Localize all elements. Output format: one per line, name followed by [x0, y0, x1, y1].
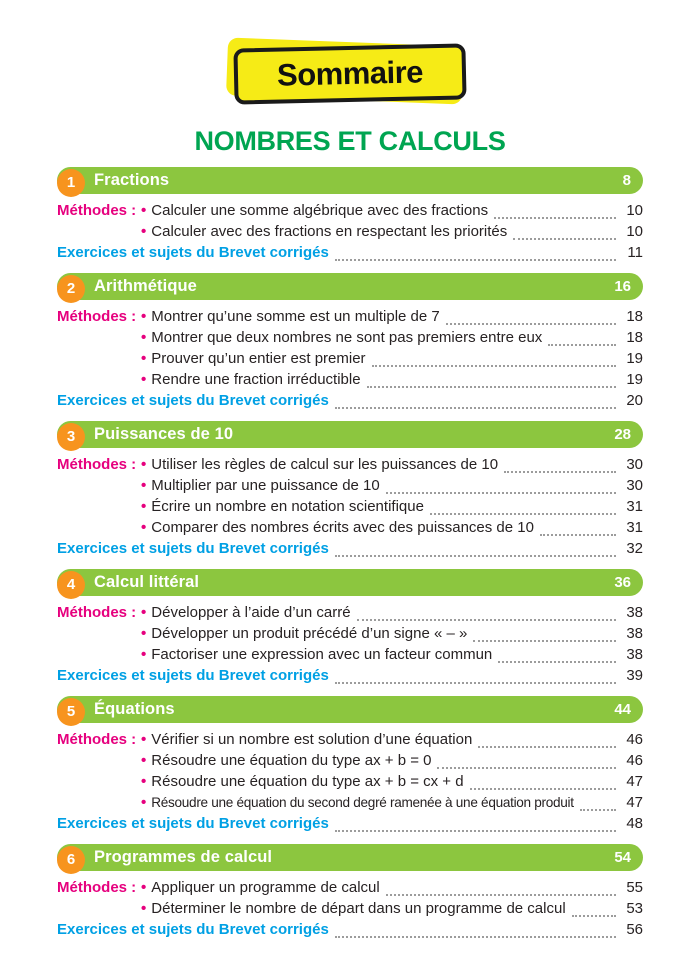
entry-page-number: 56 — [626, 921, 643, 938]
dotted-leader — [478, 746, 616, 748]
method-title: Vérifier si un nombre est solution d’une équation — [151, 731, 473, 748]
section-title: Puissances de 10 — [94, 425, 234, 443]
section-number: 3 — [66, 428, 76, 445]
section-rows — [57, 456, 643, 561]
exercises-entry — [57, 540, 643, 561]
exercises-title: Exercices et sujets du Brevet corrigés — [57, 244, 329, 261]
bullet-icon: • — [141, 625, 147, 642]
bullet-icon: • — [141, 456, 147, 473]
entry-page-number: 48 — [626, 815, 643, 832]
section-title: Équations — [94, 700, 175, 718]
dotted-leader — [498, 661, 616, 663]
dotted-leader — [335, 682, 616, 684]
method-title: Écrire un nombre en notation scientifique — [151, 498, 424, 515]
method-entry — [57, 604, 643, 625]
dotted-leader — [494, 217, 616, 219]
dotted-leader — [470, 788, 616, 790]
bullet-icon: • — [141, 308, 147, 325]
section-number: 6 — [66, 851, 76, 868]
bullet-icon: • — [141, 604, 147, 621]
section-rows — [57, 879, 643, 942]
bullet-icon: • — [141, 900, 147, 917]
dotted-leader — [335, 555, 616, 557]
dotted-leader — [372, 365, 616, 367]
exercises-title: Exercices et sujets du Brevet corrigés — [57, 540, 329, 557]
bullet-icon: • — [141, 371, 147, 388]
bullet-icon: • — [141, 879, 147, 896]
method-title: Résoudre une équation du type ax + b = 0 — [151, 752, 432, 769]
method-title: Factoriser une expression avec un facteur commun — [151, 646, 493, 663]
section-header-bar — [57, 696, 643, 723]
method-title: Montrer que deux nombres ne sont pas premiers entre eux — [151, 329, 543, 346]
section-header-bar — [57, 273, 643, 300]
method-title: Rendre une fraction irréductible — [151, 371, 361, 388]
entry-page-number: 46 — [626, 731, 643, 748]
methods-label: Méthodes : — [57, 308, 137, 325]
section-number: 4 — [66, 576, 76, 593]
dotted-leader — [504, 471, 616, 473]
section-header-bar — [57, 167, 643, 194]
exercises-entry — [57, 244, 643, 265]
section-header-bar — [57, 569, 643, 596]
entry-page-number: 10 — [626, 223, 643, 240]
dotted-leader — [335, 407, 616, 409]
method-title: Prouver qu’un entier est premier — [151, 350, 366, 367]
section-number-badge — [57, 169, 85, 197]
method-entry — [57, 329, 643, 350]
dotted-leader — [386, 894, 616, 896]
bullet-icon: • — [141, 498, 147, 515]
section-header-bar — [57, 421, 643, 448]
method-entry — [57, 879, 643, 900]
bullet-icon: • — [141, 329, 147, 346]
exercises-title: Exercices et sujets du Brevet corrigés — [57, 921, 329, 938]
entry-page-number: 31 — [626, 519, 643, 536]
bullet-icon: • — [141, 477, 147, 494]
method-title: Appliquer un programme de calcul — [151, 879, 380, 896]
section-number-badge — [57, 698, 85, 726]
method-entry — [57, 900, 643, 921]
dotted-leader — [386, 492, 616, 494]
entry-page-number: 39 — [626, 667, 643, 684]
dotted-leader — [446, 323, 616, 325]
methods-label: Méthodes : — [57, 879, 137, 896]
section-title: Arithmétique — [94, 277, 197, 295]
entry-page-number: 11 — [627, 244, 643, 261]
exercises-title: Exercices et sujets du Brevet corrigés — [57, 815, 329, 832]
bullet-icon: • — [141, 794, 147, 811]
toc-section — [57, 421, 643, 561]
section-header-bar — [57, 844, 643, 871]
entry-page-number: 30 — [626, 477, 643, 494]
page-title: Sommaire — [276, 54, 424, 93]
dotted-leader — [367, 386, 616, 388]
entry-page-number: 31 — [626, 498, 643, 515]
dotted-leader — [473, 640, 616, 642]
entry-page-number: 18 — [626, 308, 643, 325]
bullet-icon: • — [141, 646, 147, 663]
section-page-number: 54 — [614, 849, 631, 866]
sommaire-stamp-box — [233, 43, 466, 104]
bullet-icon: • — [141, 773, 147, 790]
bullet-icon: • — [141, 202, 147, 219]
bullet-icon: • — [141, 519, 147, 536]
section-number-badge — [57, 423, 85, 451]
toc-section — [57, 569, 643, 688]
bullet-icon: • — [141, 731, 147, 748]
section-title: Calcul littéral — [94, 573, 200, 591]
toc-section — [57, 696, 643, 836]
methods-label: Méthodes : — [57, 604, 137, 621]
method-entry — [57, 308, 643, 329]
part-heading: NOMBRES ET CALCULS — [194, 126, 506, 156]
method-entry — [57, 350, 643, 371]
method-title: Calculer avec des fractions en respectant les priorités — [151, 223, 508, 240]
method-entry — [57, 223, 643, 244]
dotted-leader — [548, 344, 616, 346]
entry-page-number: 38 — [626, 625, 643, 642]
section-page-number: 16 — [614, 278, 631, 295]
entry-page-number: 46 — [626, 752, 643, 769]
method-entry — [57, 371, 643, 392]
method-entry — [57, 456, 643, 477]
toc-section — [57, 273, 643, 413]
method-title: Déterminer le nombre de départ dans un programme de calcul — [151, 900, 566, 917]
method-entry — [57, 646, 643, 667]
method-entry — [57, 773, 643, 794]
toc-section — [57, 167, 643, 265]
method-title: Utiliser les règles de calcul sur les puissances de 10 — [151, 456, 499, 473]
dotted-leader — [580, 809, 616, 811]
entry-page-number: 53 — [626, 900, 643, 917]
exercises-entry — [57, 667, 643, 688]
method-title: Résoudre une équation du second degré ramenée à une équation produit — [151, 795, 574, 810]
dotted-leader — [540, 534, 616, 536]
bullet-icon: • — [141, 350, 147, 367]
method-title: Montrer qu’une somme est un multiple de 7 — [151, 308, 440, 325]
section-number-badge — [57, 275, 85, 303]
method-title: Développer à l’aide d’un carré — [151, 604, 351, 621]
method-entry — [57, 477, 643, 498]
toc-section — [57, 844, 643, 942]
methods-label: Méthodes : — [57, 731, 137, 748]
section-page-number: 28 — [614, 426, 631, 443]
section-rows — [57, 604, 643, 688]
method-entry — [57, 519, 643, 540]
entry-page-number: 20 — [626, 392, 643, 409]
section-page-number: 8 — [622, 172, 631, 189]
method-entry — [57, 752, 643, 773]
methods-label: Méthodes : — [57, 456, 137, 473]
sommaire-stamp — [234, 46, 466, 102]
dotted-leader — [357, 619, 616, 621]
entry-page-number: 47 — [626, 794, 643, 811]
method-title: Développer un produit précédé d’un signe « – » — [151, 625, 468, 642]
method-title: Multiplier par une puissance de 10 — [151, 477, 380, 494]
entry-page-number: 32 — [626, 540, 643, 557]
entry-page-number: 47 — [626, 773, 643, 790]
dotted-leader — [430, 513, 616, 515]
methods-label: Méthodes : — [57, 202, 137, 219]
dotted-leader — [335, 830, 616, 832]
entry-page-number: 38 — [626, 604, 643, 621]
bullet-icon: • — [141, 223, 147, 240]
section-rows — [57, 202, 643, 265]
entry-page-number: 19 — [626, 371, 643, 388]
entry-page-number: 55 — [626, 879, 643, 896]
sections — [57, 167, 643, 942]
method-title: Calculer une somme algébrique avec des fractions — [151, 202, 489, 219]
dotted-leader — [572, 915, 616, 917]
exercises-title: Exercices et sujets du Brevet corrigés — [57, 392, 329, 409]
exercises-entry — [57, 921, 643, 942]
entry-page-number: 18 — [626, 329, 643, 346]
dotted-leader — [513, 238, 616, 240]
section-number: 1 — [66, 174, 76, 191]
section-page-number: 44 — [614, 701, 631, 718]
dotted-leader — [335, 259, 616, 261]
entry-page-number: 10 — [626, 202, 643, 219]
section-number-badge — [57, 846, 85, 874]
exercises-title: Exercices et sujets du Brevet corrigés — [57, 667, 329, 684]
section-number-badge — [57, 571, 85, 599]
entry-page-number: 30 — [626, 456, 643, 473]
method-entry — [57, 498, 643, 519]
section-number: 5 — [66, 703, 76, 720]
bullet-icon: • — [141, 752, 147, 769]
dotted-leader — [335, 936, 616, 938]
method-title: Comparer des nombres écrits avec des puissances de 10 — [151, 519, 534, 536]
method-entry — [57, 625, 643, 646]
method-title: Résoudre une équation du type ax + b = cx + d — [151, 773, 464, 790]
method-entry — [57, 202, 643, 223]
method-entry — [57, 731, 643, 752]
entry-page-number: 19 — [626, 350, 643, 367]
section-page-number: 36 — [614, 574, 631, 591]
dotted-leader — [437, 767, 616, 769]
method-entry — [57, 794, 643, 815]
section-title: Fractions — [94, 171, 170, 189]
section-rows — [57, 308, 643, 413]
section-rows — [57, 731, 643, 836]
section-title: Programmes de calcul — [94, 848, 273, 866]
exercises-entry — [57, 815, 643, 836]
entry-page-number: 38 — [626, 646, 643, 663]
exercises-entry — [57, 392, 643, 413]
section-number: 2 — [66, 280, 76, 297]
